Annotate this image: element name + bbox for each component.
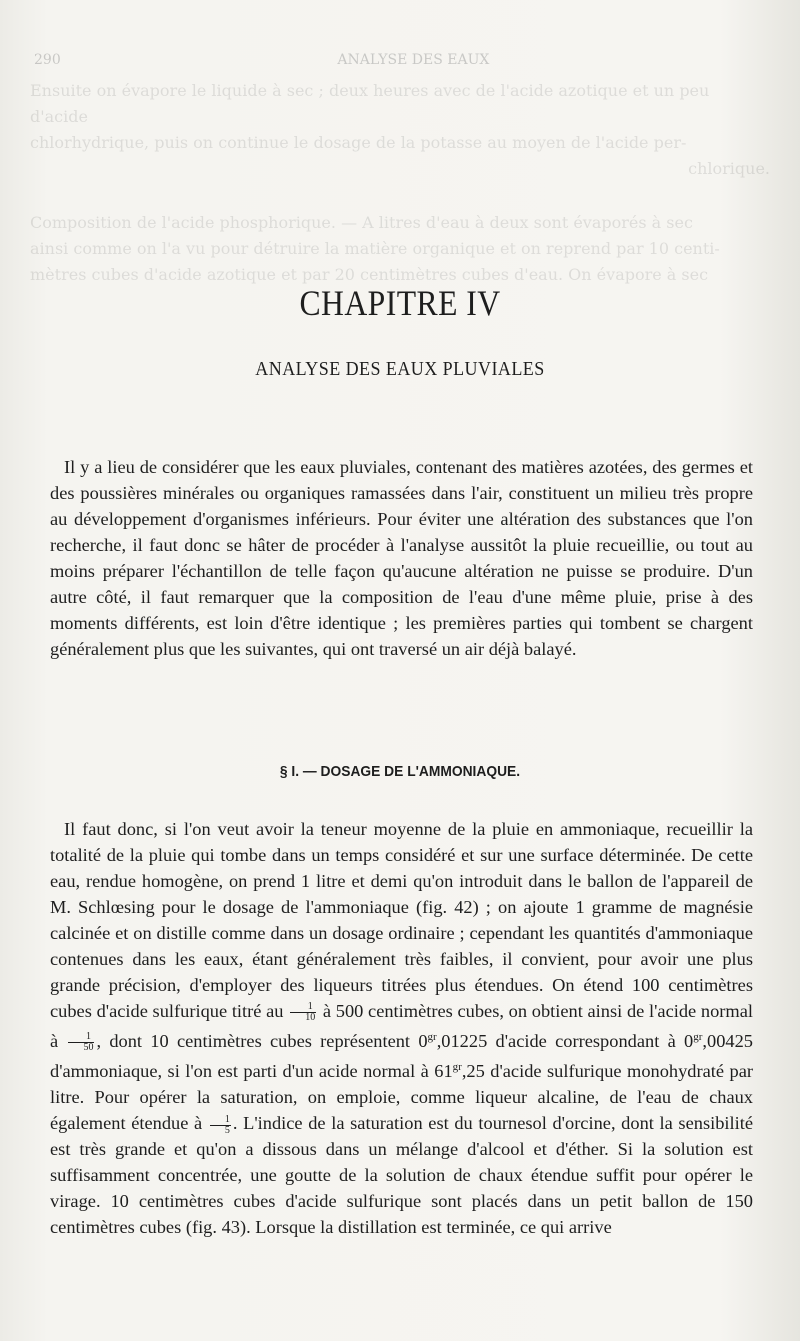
- text-run: , dont 10 centimètres cubes représentent 0: [96, 1031, 428, 1052]
- bleed-line: ainsi comme on l'a vu pour détruire la matière organique et on reprend par 10 centi-: [30, 239, 720, 258]
- fraction-denominator: 5: [224, 1124, 230, 1136]
- bleed-line: chlorhydrique, puis on continue le dosage de la potasse au moyen de l'acide per-: [30, 133, 687, 152]
- fraction-numerator: 1: [210, 1115, 231, 1126]
- paragraph-ammoniaque: [50, 816, 753, 1240]
- fraction-numerator: 1: [290, 1002, 316, 1013]
- text-run: ,00425 d'ammoniaque, si l'on est parti d'un acide normal à 61: [50, 1031, 753, 1082]
- text-run: ,25 d'acide sulfurique monohydraté par litre. Pour opérer la saturation, on emploie, comme liqueur alcaline, de l'eau de chaux également étendue à: [50, 1061, 753, 1134]
- fraction-one-tenth: [290, 1002, 316, 1023]
- fraction-denominator: 10: [305, 1012, 316, 1024]
- text-run: à 500 centimètres cubes, on obtient ainsi de l'acide normal à: [50, 1001, 753, 1052]
- fraction-one-fiftieth: [68, 1032, 94, 1053]
- running-title: ANALYSE DES EAUX: [337, 52, 490, 68]
- text-run: Il faut donc, si l'on veut avoir la teneur moyenne de la pluie en ammoniaque, recueillir la totalité de la pluie qui tombe dans un temps considéré et sur une surface déterminée. De cette eau, rendue homogène, on prend 1 litre et demi qu'on introduit dans le ballon de l'appareil de M. Schlœsing pour le dosage de l'ammoniaque (fig. 42) ; on ajoute 1 gramme de magnésie calcinée et on distille comme dans un dosage ordinaire ; cependant les quantités d'ammoniaque contenues dans les eaux, étant généralement très faibles, il convient, pour avoir une plus grande précision, d'employer des liqueurs titrées plus étendues. On étend 100 centimètres cubes d'acide sulfurique titré au: [50, 819, 753, 1021]
- fraction-one-fifth: [210, 1115, 231, 1136]
- bleed-line: Ensuite on évapore le liquide à sec ; deux heures avec de l'acide azotique et un peu d'acide: [30, 81, 710, 126]
- unit-gr: gr: [693, 1031, 703, 1043]
- section-heading: § I. — DOSAGE DE L'AMMONIAQUE.: [279, 763, 521, 780]
- bleed-line: Composition de l'acide phosphorique. — A litres d'eau à deux sont évaporés à sec: [30, 213, 693, 232]
- unit-gr: gr: [427, 1031, 437, 1043]
- chapter-title: CHAPITRE IV: [299, 283, 501, 323]
- bleed-line: chlorique.: [688, 159, 770, 178]
- paragraph-intro: Il y a lieu de considérer que les eaux pluviales, contenant des matières azotées, des germes et des poussières minérales ou organiques ramassées dans l'air, constituent un milieu très propre au développement d'organismes inférieurs. Pour éviter une altération des substances que l'on recherche, il faut donc se hâter de procéder à l'analyse aussitôt la pluie recueillie, ou tout au moins préparer l'échantillon de telle façon qu'aucune altération ne puisse se produire. D'un autre côté, il faut remarquer que la composition de l'eau d'une même pluie, prise à des moments différents, est loin d'être identique ; les premières parties qui tombent se chargent généralement plus que les suivantes, qui ont traversé un air déjà balayé.: [50, 457, 753, 659]
- chapter-subtitle: ANALYSE DES EAUX PLUVIALES: [255, 358, 545, 380]
- bleed-line: mètres cubes d'acide azotique et par 20 centimètres cubes d'eau. On évapore à sec: [30, 265, 709, 284]
- unit-gr: gr: [452, 1061, 462, 1074]
- text-run: ,01225 d'acide correspondant à 0: [436, 1031, 694, 1052]
- page-number: 290: [34, 52, 61, 68]
- text-run: . L'indice de la saturation est du tournesol d'orcine, dont la sensibilité est très grande et qu'on a dissous dans un mélange d'alcool et d'éther. Si la solution est suffisamment concentrée, une goutte de la solution de chaux étendue suffit pour opérer le virage. 10 centimètres cubes d'acide sulfurique sont placés dans un petit ballon de 150 centimètres cubes (fig. 43). Lorsque la distillation est terminée, ce qui arrive: [50, 1113, 754, 1238]
- fraction-denominator: 50: [83, 1042, 94, 1054]
- fraction-numerator: 1: [68, 1032, 94, 1043]
